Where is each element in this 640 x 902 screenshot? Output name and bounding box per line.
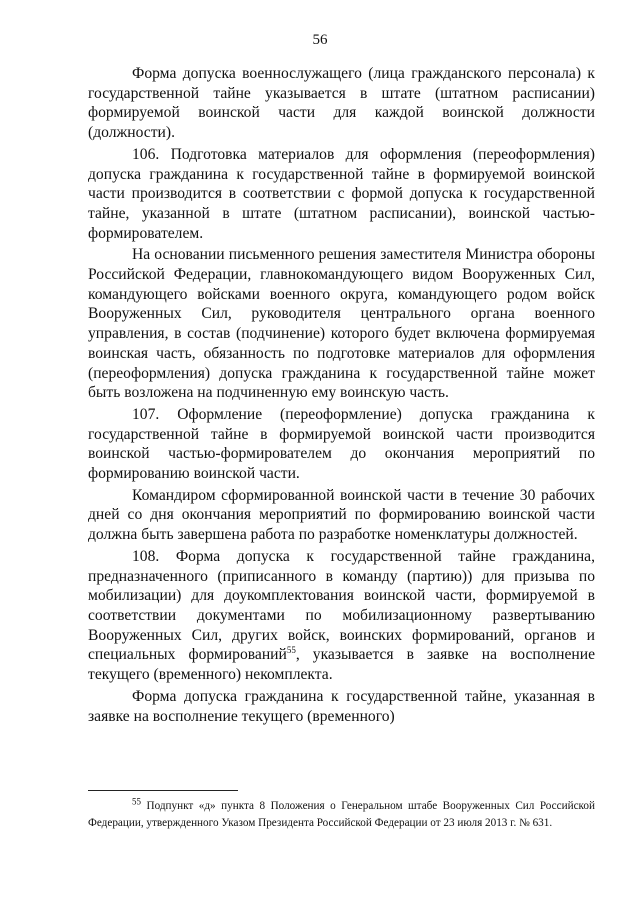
paragraph-107: 107. Оформление (переоформление) допуска гражданина к государственной тайне в формируемой воинской части производится воинской частью-формирователем до окончания мероприятий по формированию воинской части.	[88, 405, 595, 483]
page-number: 56	[312, 32, 328, 48]
footnote-divider	[88, 790, 238, 791]
footnote-mark: 55	[132, 796, 141, 807]
paragraph-form-in-request: Форма допуска гражданина к государственной тайне, указанная в заявке на восполнение текущего (временного)	[88, 687, 595, 725]
footnote-reference[interactable]: 55	[286, 645, 296, 656]
paragraph-106: 106. Подготовка материалов для оформления (переоформления) допуска гражданина к государственной тайне в формируемой воинской части производится в соответствии с формой допуска к государственной тайне, указанной в штате (штатном расписании), воинской частью-формирователем.	[88, 145, 595, 242]
document-body	[88, 64, 595, 726]
paragraph-108	[88, 547, 595, 685]
footnote-text: Подпункт «д» пункта 8 Положения о Генеральном штабе Вооруженных Сил Российской Федерации, утвержденного Указом Президента Российской Федерации от 23 июля 2013 г. № 631.	[88, 800, 595, 829]
paragraph-108-text: 108. Форма допуска к государственной тайне гражданина, предназначенного (приписанного в команду (партию)) для призыва по мобилизации) для доукомплектования воинской части, формируемой в соответствии документами по мобилизационному развертыванию Вооруженных Сил, других войск, воинских формирований, органов и специальных формирований	[88, 547, 595, 664]
paragraph-security-clearance-form: Форма допуска военнослужащего (лица гражданского персонала) к государственной тайне указывается в штате (штатном расписании) формируемой воинской части для каждой воинской должности (должности).	[88, 65, 595, 142]
footnote	[88, 798, 595, 831]
paragraph-commander-deadline: Командиром сформированной воинской части в течение 30 рабочих дней со дня окончания мероприятий по формированию воинской части должна быть завершена работа по разработке номенклатуры должностей.	[88, 486, 595, 544]
paragraph-written-decision: На основании письменного решения заместителя Министра обороны Российской Федерации, главнокомандующего видом Вооруженных Сил, командующего войсками военного округа, командующего родом войск Вооруженных Сил, руководителя центрального органа военного управления, в состав (подчинение) которого будет включена формируемая воинская часть, обязанность по подготовке материалов для оформления (переоформления) допуска гражданина к государственной тайне может быть возложена на подчиненную ему воинскую часть.	[88, 246, 595, 402]
paragraph-108-text-after: , указывается в заявке на восполнение текущего (временного) некомплекта.	[88, 646, 595, 684]
